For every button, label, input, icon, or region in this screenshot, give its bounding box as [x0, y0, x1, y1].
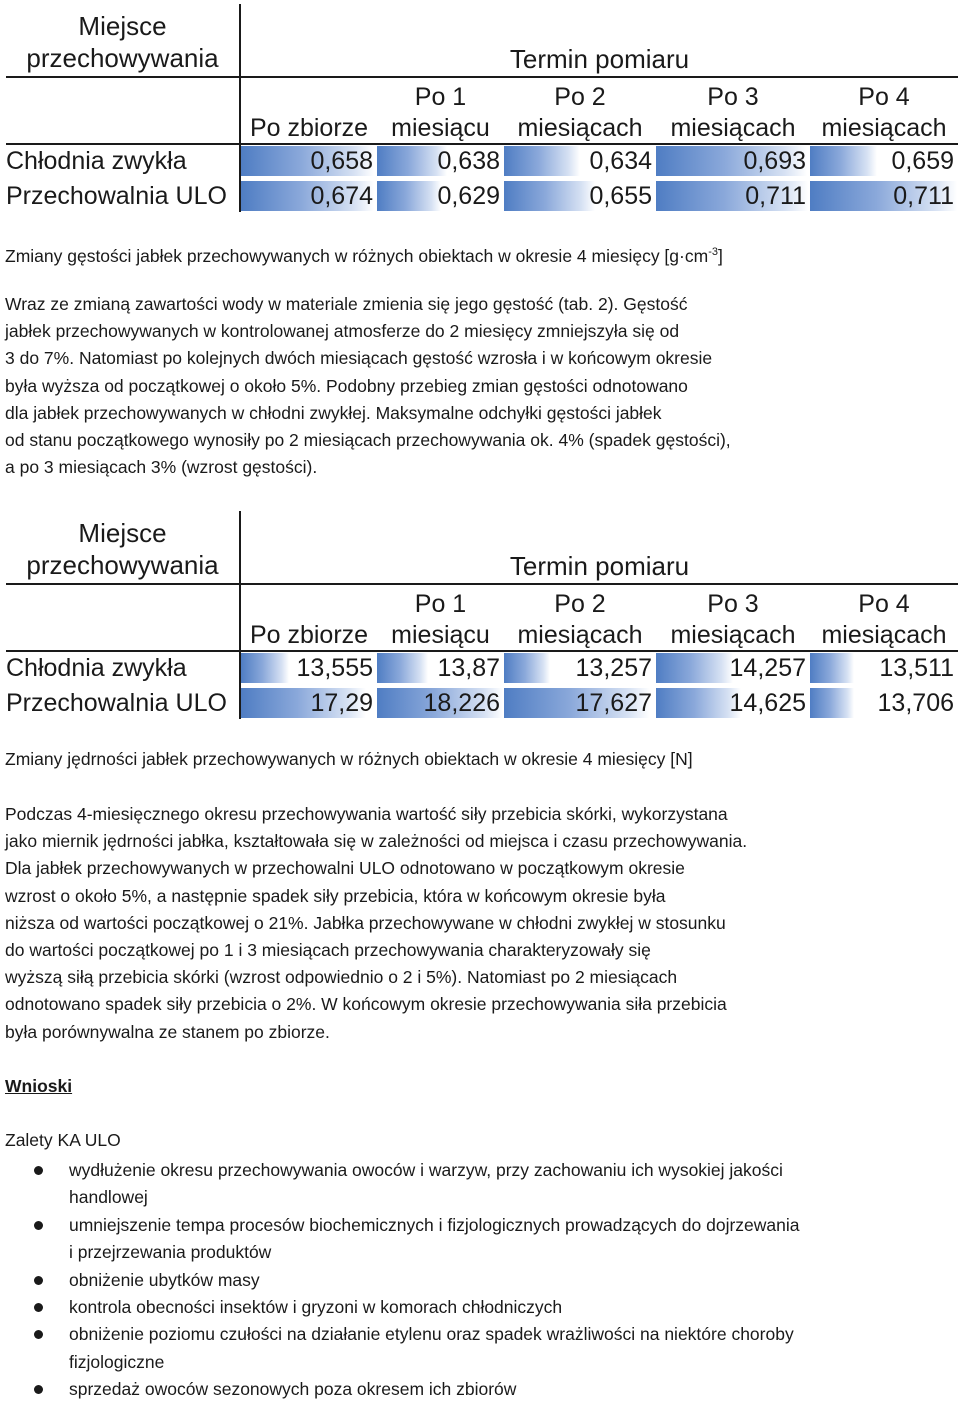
place-header — [6, 10, 239, 74]
column-header-line: Po 1 — [414, 590, 467, 618]
data-cell — [504, 144, 656, 178]
column-header-line: miesiącu — [391, 621, 490, 649]
data-bar — [656, 653, 733, 683]
data-bar — [504, 181, 595, 211]
data-cell — [810, 144, 958, 178]
row-label: Przechowalnia ULO — [6, 182, 227, 210]
cell-value: 14,257 — [729, 654, 806, 682]
paragraph-line: Dla jabłek przechowywanych w przechowalni ULO odnotowano w początkowym okresie — [5, 858, 685, 879]
column-header — [241, 78, 377, 144]
paragraph-line: wzrost o około 5%, a następnie spadek siły przebicia, która w końcowym okresie była — [5, 885, 666, 906]
list-item-line: sprzedaż owoców sezonowych poza okresem ich zbiorów — [69, 1379, 517, 1400]
bullet-icon — [34, 1276, 43, 1285]
paragraph-line: do wartości początkowej po 1 i 3 miesiącach przechowywania charakteryzowały się — [5, 940, 651, 961]
density-table-caption: Zmiany gęstości jabłek przechowywanych w różnych obiektach w okresie 4 miesięcy $[g\cdot cm^{-3}]$ — [5, 245, 723, 266]
place-header-line: przechowywania — [26, 43, 219, 73]
data-cell — [810, 686, 958, 720]
data-bar — [810, 146, 877, 176]
cell-value: 0,629 — [437, 182, 500, 210]
column-header-line: Po 2 — [554, 590, 606, 618]
column-header-line: Po 4 — [858, 590, 910, 618]
cell-value: 0,674 — [310, 182, 373, 210]
paragraph-line: wyższą siłą przebicia skórki (wzrost odpowiednio o 2 i 5%). Natomiast po 2 miesiącach — [5, 967, 678, 988]
list-item-line: obniżenie poziomu czułości na działanie etylenu oraz spadek wrażliwości na niektóre choroby — [69, 1324, 794, 1345]
data-bar — [377, 181, 441, 211]
column-header-line: miesiącach — [670, 114, 796, 142]
caption-superscript: -3 — [708, 246, 718, 258]
cell-value: 0,655 — [589, 182, 652, 210]
paragraph-line: była wyższa od początkowej o około 5%. Podobny przebieg zmian gęstości odnotowano — [5, 375, 688, 396]
column-header-line: miesiącach — [821, 114, 947, 142]
cell-value: 13,511 — [879, 654, 954, 682]
data-cell — [504, 686, 656, 720]
column-header-line: miesiącach — [821, 621, 947, 649]
column-header-line: miesiącach — [670, 621, 796, 649]
list-item — [0, 1267, 800, 1294]
cell-value: 13,87 — [437, 654, 500, 682]
bullet-icon — [34, 1385, 43, 1394]
place-header-line: Miejsce — [78, 11, 167, 41]
data-cell — [504, 179, 656, 213]
data-cell — [656, 651, 810, 685]
data-bar — [377, 653, 428, 683]
firmness-paragraph — [5, 801, 747, 1046]
data-bar — [810, 653, 854, 683]
data-bar — [377, 146, 447, 176]
cell-value: 0,634 — [589, 147, 652, 175]
bullet-icon — [34, 1166, 43, 1175]
list-item — [0, 1321, 800, 1376]
data-bar — [656, 688, 741, 718]
column-header-line: Po 3 — [707, 83, 759, 111]
data-cell — [656, 179, 810, 213]
bullet-icon — [34, 1330, 43, 1339]
density-table — [6, 4, 958, 212]
column-header — [656, 78, 810, 144]
paragraph-line: Wraz ze zmianą zawartości wody w materiale zmienia się jego gęstość (tab. 2). Gęstość — [5, 294, 688, 314]
paragraph-line: a po 3 miesiącach 3% (wzrost gęstości). — [5, 457, 318, 478]
paragraph-line: odnotowano spadek siły przebicia o 2%. W końcowym okresie przechowywania siła przebicia — [5, 994, 727, 1015]
column-header — [504, 78, 656, 144]
list-item-line: kontrola obecności insektów i gryzoni w komorach chłodniczych — [69, 1297, 563, 1318]
place-header-line: przechowywania — [26, 550, 219, 580]
paragraph-line: jabłek przechowywanych w kontrolowanej atmosferze do 2 miesięcy zmniejszyła się od — [5, 321, 680, 342]
list-item-line: handlowej — [69, 1187, 148, 1208]
term-header: Termin pomiaru — [509, 551, 690, 581]
paragraph-line: dla jabłek przechowywanych w chłodni zwykłej. Maksymalne odchyłki gęstości jabłek — [5, 402, 662, 423]
column-header-line: Po 4 — [858, 83, 910, 111]
cell-value: 0,659 — [891, 147, 954, 175]
column-header-line: Po 1 — [414, 83, 467, 111]
term-header: Termin pomiaru — [509, 44, 690, 74]
data-bar — [504, 146, 580, 176]
data-bar — [504, 653, 550, 683]
data-cell — [241, 144, 377, 178]
cell-value: 17,29 — [310, 689, 373, 717]
cell-value: 13,257 — [575, 654, 652, 682]
list-item — [0, 1212, 800, 1267]
data-bar — [241, 653, 289, 683]
column-header — [656, 585, 810, 651]
list-item — [0, 1294, 800, 1321]
data-cell — [377, 651, 504, 685]
advantages-subheading: Zalety KA ULO — [5, 1130, 121, 1150]
row-label: Chłodnia zwykła — [6, 654, 187, 682]
data-cell — [241, 651, 377, 685]
firmness-table — [6, 511, 958, 719]
data-bar — [810, 688, 854, 718]
column-header-line: miesiącach — [517, 621, 643, 649]
cell-value: 13,706 — [877, 689, 954, 717]
column-header — [377, 585, 504, 651]
list-item-line: obniżenie ubytków masy — [69, 1269, 260, 1290]
cell-value: 0,711 — [893, 182, 954, 210]
column-header-line: Po zbiorze — [249, 621, 369, 649]
cell-value: 17,627 — [575, 689, 652, 717]
data-cell — [656, 686, 810, 720]
row-label: Chłodnia zwykła — [6, 147, 187, 175]
data-cell — [241, 179, 377, 213]
column-header-line: Po zbiorze — [249, 114, 369, 142]
place-header — [6, 517, 239, 581]
data-cell — [377, 144, 504, 178]
list-item-line: umniejszenie tempa procesów biochemicznych i fizjologicznych prowadzących do dojrzewania — [69, 1214, 800, 1235]
cell-value: 0,693 — [743, 147, 806, 175]
cell-value: 0,658 — [310, 147, 373, 175]
list-item-line: fizjologiczne — [69, 1351, 165, 1372]
column-header — [377, 78, 504, 144]
column-header-line: Po 3 — [707, 590, 759, 618]
conclusions-heading: Wnioski — [5, 1076, 73, 1096]
data-cell — [504, 651, 656, 685]
data-cell — [377, 686, 504, 720]
paragraph-line: jako miernik jędrności jabłka, kształtowała się w zależności od miejsca i czasu przechowywania. — [5, 831, 748, 852]
data-cell — [241, 686, 377, 720]
paragraph-line: niższa od wartości początkowej o 21%. Jabłka przechowywane w chłodni zwykłej w stosunku — [5, 912, 726, 933]
bullet-icon — [34, 1221, 43, 1230]
data-cell — [656, 144, 810, 178]
cell-value: 0,711 — [745, 182, 806, 210]
cell-value: 0,638 — [437, 147, 500, 175]
density-paragraph — [5, 291, 731, 481]
cell-value: 14,625 — [729, 689, 806, 717]
advantages-list — [0, 1157, 800, 1404]
column-header — [241, 585, 377, 651]
column-header — [810, 78, 958, 144]
paragraph-line: była porównywalna ze stanem po zbiorze. — [5, 1021, 330, 1042]
paragraph-line: Podczas 4-miesięcznego okresu przechowywania wartość siły przebicia skórki, wykorzystana — [5, 804, 728, 824]
column-header-line: Po 2 — [554, 83, 606, 111]
cell-value: 13,555 — [296, 654, 373, 682]
place-header-line: Miejsce — [78, 518, 167, 548]
list-item — [0, 1157, 800, 1212]
paragraph-line: od stanu początkowego wynosiły po 2 miesiącach przechowywania ok. 4% (spadek gęstości), — [5, 430, 731, 451]
paragraph-line: 3 do 7%. Natomiast po kolejnych dwóch miesiącach gęstość wzrosła i w końcowym okresie — [5, 348, 713, 369]
list-item-line: wydłużenie okresu przechowywania owoców i warzyw, przy zachowaniu ich wysokiej jakości — [69, 1160, 783, 1180]
bullet-icon — [34, 1303, 43, 1312]
list-item-line: i przejrzewania produktów — [69, 1242, 272, 1263]
column-header-line: miesiącach — [517, 114, 643, 142]
column-header-line: miesiącu — [391, 114, 490, 142]
firmness-table-caption: Zmiany jędrności jabłek przechowywanych w różnych obiektach w okresie 4 miesięcy [N] — [5, 749, 693, 769]
cell-value: 18,226 — [423, 689, 500, 717]
column-header — [810, 585, 958, 651]
column-header — [504, 585, 656, 651]
data-cell — [810, 179, 958, 213]
data-cell — [377, 179, 504, 213]
data-cell — [810, 651, 958, 685]
row-label: Przechowalnia ULO — [6, 689, 227, 717]
